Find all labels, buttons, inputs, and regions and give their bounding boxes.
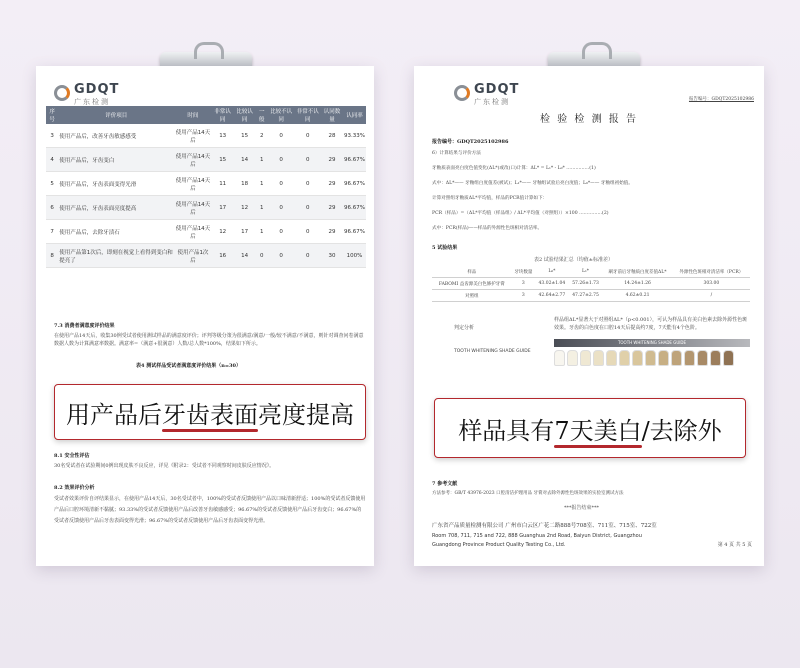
results-header-cell: 牙块数量 (512, 266, 535, 278)
table-cell: 使用产品第1次后，即刻在视觉上看得到变白和提亮了 (58, 244, 174, 268)
table-cell: 0 (294, 124, 321, 148)
formula-line: 式中：PCR(样品)——样品的外源性色斑相对清洁率。 (432, 226, 543, 231)
table-header-cell: 序号 (46, 106, 58, 124)
table-cell: 11 (212, 172, 234, 196)
section-8-1-text: 30名受试者在试验期间0例出现皮肤不良反应，详见《附录2：受试者不同观察时间皮肤反应情况》。 (54, 463, 275, 469)
table-row (46, 220, 366, 244)
shade-guide-label: TOOTH WHITENING SHADE GUIDE (454, 349, 531, 354)
section-7-heading: 7 参考文献 (432, 481, 458, 487)
shade-chip (567, 350, 578, 366)
formula-line: 计算对照组牙釉质ΔL*平均值，样品的PCR值计算如下： (432, 196, 548, 201)
table-cell: 12 (212, 220, 234, 244)
results-header-cell: L₁* (569, 266, 603, 278)
table-cell: 使用产品1次后 (174, 244, 212, 268)
results-table (432, 266, 750, 302)
footer-address-en: Room 708, 711, 715 and 722, 888 Guanghua 2nd Road, Baiyun District, Guangzhou (432, 533, 642, 539)
table-cell: 使用产品后，牙齿变白 (58, 148, 174, 172)
gdqt-logo: GDQT 广东检测 (454, 78, 519, 107)
results-header-cell: L₀* (535, 266, 569, 278)
shade-chip (671, 350, 682, 366)
section-8-1-heading: 8.1 安全性评估 (54, 453, 90, 459)
table-header-cell: 一般 (256, 106, 268, 124)
table-cell: 5 (46, 172, 58, 196)
table-header-cell: 非常不认同 (294, 106, 321, 124)
results-cell: 14.24±1.26 (602, 278, 672, 290)
shade-chip (658, 350, 669, 366)
report-number-header: 报告编号：GDQT2025102986 (688, 97, 754, 102)
shade-chip (645, 350, 656, 366)
shade-chip (554, 350, 565, 366)
shade-chip (593, 350, 604, 366)
table-cell: 6 (46, 196, 58, 220)
section-5-heading: 5 试验结果 (432, 245, 458, 251)
shade-chip (684, 350, 695, 366)
shade-chip (580, 350, 591, 366)
table-cell: 96.67% (343, 220, 366, 244)
table-cell: 使用产品后，牙齿表面亮度提高 (58, 196, 174, 220)
shade-chip (632, 350, 643, 366)
results-header-cell: 样品 (432, 266, 512, 278)
gdqt-logo-icon (454, 85, 470, 101)
evaluation-table (46, 106, 366, 268)
footer-company-en: Guangdong Province Product Quality Testing Co., Ltd. (432, 542, 566, 548)
table-header-cell: 比较不认同 (268, 106, 295, 124)
table-cell: 100% (343, 244, 366, 268)
table-cell: 0 (256, 244, 268, 268)
highlight-callout-left: 用产品后 牙齿表面 亮度提高 (54, 384, 366, 440)
table-cell: 29 (321, 196, 343, 220)
table-cell: 13 (212, 124, 234, 148)
table-cell: 96.67% (343, 148, 366, 172)
table-cell: 8 (46, 244, 58, 268)
table-header-cell: 比较认同 (234, 106, 256, 124)
formula-line: 式中：ΔL*—— 牙釉组白度值差(被试)；L₁*—— 牙釉组试验后亮白度值；L₀*—— 牙釉组初始值。 (432, 181, 633, 186)
table-cell: 使用产品后，去除牙渍石 (58, 220, 174, 244)
table-row (46, 148, 366, 172)
table-cell: 7 (46, 220, 58, 244)
table-cell: 使用产品后，牙齿表面变得光滑 (58, 172, 174, 196)
table-header-cell: 时间 (174, 106, 212, 124)
table-cell: 使用产品14天后 (174, 124, 212, 148)
table-cell: 18 (234, 172, 256, 196)
results-header-cell: 外源性色斑相对清洁率（PCR） (673, 266, 750, 278)
results-cell: 43.02±1.04 (535, 278, 569, 290)
results-row (432, 278, 750, 290)
judge-label: 判定分析 (454, 325, 475, 331)
report-page-left (36, 66, 374, 566)
shade-chips (554, 350, 750, 366)
table-row (46, 124, 366, 148)
results-cell: / (673, 290, 750, 302)
results-cell: 303.00 (673, 278, 750, 290)
table-cell: 0 (294, 244, 321, 268)
gdqt-logo: GDQT 广东检测 (54, 78, 119, 107)
table-cell: 14 (234, 244, 256, 268)
section-8-2-heading: 8.2 效果评价分析 (54, 485, 95, 491)
highlight-underline-text: 7天美白 (554, 411, 641, 446)
table-cell: 0 (268, 196, 295, 220)
table-cell: 0 (268, 244, 295, 268)
highlight-underline-text: 牙齿表面 (162, 395, 258, 430)
highlight-callout-right: 样品具有 7天美白 /去除外 (434, 398, 746, 458)
table-cell: 96.67% (343, 196, 366, 220)
shade-chip (710, 350, 721, 366)
formula-line: 牙釉质表面亮白度色值变化(ΔL*)或改(口)计算：ΔL* = L₁* - L₀* ……………(1) (432, 166, 596, 171)
table-header-cell: 认同数量 (321, 106, 343, 124)
table-row (46, 244, 366, 268)
shade-chip (697, 350, 708, 366)
table-cell: 17 (212, 196, 234, 220)
results-cell: 47.27±2.75 (569, 290, 603, 302)
judge-text: 样品组ΔL*显著大于对照组ΔL*（p<0.001），可认为样品具有美白色素去除外源性色斑效果。牙齿的白色度在口腔14天后提高约7度，7天能有4个色阶。 (554, 317, 748, 331)
shade-chip (723, 350, 734, 366)
table-cell: 0 (268, 220, 295, 244)
footer-address-cn: 广东省产品质量检测有限公司 广州市白云区广花二路888号708室、711室、715室、722室 (432, 523, 657, 529)
results-cell: FABOMI 益齿源美白色修护牙膏 (432, 278, 512, 290)
report-page-right (414, 66, 764, 566)
table-cell: 3 (46, 124, 58, 148)
table-cell: 1 (256, 196, 268, 220)
table-cell: 0 (268, 172, 295, 196)
table-header-cell: 评价项目 (58, 106, 174, 124)
table-cell: 0 (294, 148, 321, 172)
section-7-3-text: 在使用产品14天后，收集30例受试者使用测试样品的满意度评价；评判等级分策为很满意/满意/一般/较不满意/不满意，则针对调查问卷满意数据人数为计算满意率数据。满意率=（满意+很满意）人数/总人数*100%，结果如下所示。 (54, 333, 364, 347)
results-cell: 对照组 (432, 290, 512, 302)
page-number: 第 4 页 共 5 页 (717, 542, 752, 548)
table-row (46, 196, 366, 220)
table-row (46, 172, 366, 196)
table-cell: 15 (234, 124, 256, 148)
results-header-cell: 刷牙前后牙釉质白度差值ΔL* (602, 266, 672, 278)
formula-section (432, 150, 754, 240)
gdqt-logo-icon (54, 85, 70, 101)
table-cell: 0 (294, 220, 321, 244)
table-header-cell: 认同率 (343, 106, 366, 124)
table-cell: 4 (46, 148, 58, 172)
shade-chip (606, 350, 617, 366)
table-cell: 15 (212, 148, 234, 172)
table-cell: 使用产品后，改善牙齿敏感感受 (58, 124, 174, 148)
table-cell: 16 (212, 244, 234, 268)
table-cell: 29 (321, 220, 343, 244)
results-cell: 3 (512, 278, 535, 290)
table-cell: 使用产品14天后 (174, 172, 212, 196)
results-cell: 4.62±0.21 (602, 290, 672, 302)
table-cell: 2 (256, 124, 268, 148)
table-cell: 14 (234, 148, 256, 172)
table-cell: 0 (268, 148, 295, 172)
table-4-caption: 表4 测试样品受试者满意度评价结果（n=30） (136, 363, 242, 369)
shade-guide-bar: TOOTH WHITENING SHADE GUIDE (554, 339, 750, 347)
formula-line: 6）计算结果与评价方法 (432, 151, 481, 156)
results-cell: 3 (512, 290, 535, 302)
table-cell: 0 (294, 196, 321, 220)
report-end: ***报告结束*** (564, 505, 600, 511)
results-cell: 57.26±1.73 (569, 278, 603, 290)
table-cell: 30 (321, 244, 343, 268)
table-cell: 29 (321, 172, 343, 196)
table-cell: 0 (268, 124, 295, 148)
table-cell: 96.67% (343, 172, 366, 196)
section-8-2-text: 受试者效果评价自评结果显示，在使用产品14天后，30名受试者中，100%的受试者反馈使用产品以口味清新舒适；100%的受试者反馈使用产品后口腔环境清新不黏腻；93.33%的受试者反馈使用产品后改善牙齿敏感感受；96.67%的受试者反馈使用产品后牙齿变白；96.67%的受试者反馈使用产品后牙齿表面变得光滑；96.67%的受试者反馈使用产品后牙齿表面变得光滑。 (54, 496, 366, 524)
table-cell: 12 (234, 196, 256, 220)
section-7-3-heading: 7.3 消费者满意度评价结果 (54, 323, 115, 329)
formula-line: PCR（样品）=（ΔL*平均值（样品组）/ ΔL*平均值（对照组））×100 ……………(2) (432, 211, 609, 216)
results-row (432, 290, 750, 302)
reference-text: 方法参考：GB/T 43976-2023 口腔清洁护理用品 牙膏对去除外源性色斑效果的实验室测试方法 (432, 491, 624, 496)
table-cell: 使用产品14天后 (174, 148, 212, 172)
table-cell: 使用产品14天后 (174, 196, 212, 220)
table-cell: 93.33% (343, 124, 366, 148)
shade-chip (619, 350, 630, 366)
table-cell: 28 (321, 124, 343, 148)
table-cell: 1 (256, 172, 268, 196)
report-title: 检 验 检 测 报 告 (540, 114, 638, 125)
shade-guide (554, 339, 750, 373)
table-cell: 0 (294, 172, 321, 196)
table-2-caption: 表2 试验结果汇总（均值±标准差） (534, 257, 613, 263)
table-cell: 29 (321, 148, 343, 172)
report-number: 报告编号：GDQT2025102986 (432, 139, 509, 145)
table-cell: 1 (256, 220, 268, 244)
table-cell: 17 (234, 220, 256, 244)
table-cell: 1 (256, 148, 268, 172)
results-cell: 42.64±2.77 (535, 290, 569, 302)
table-header-cell: 非常认同 (212, 106, 234, 124)
table-cell: 使用产品14天后 (174, 220, 212, 244)
